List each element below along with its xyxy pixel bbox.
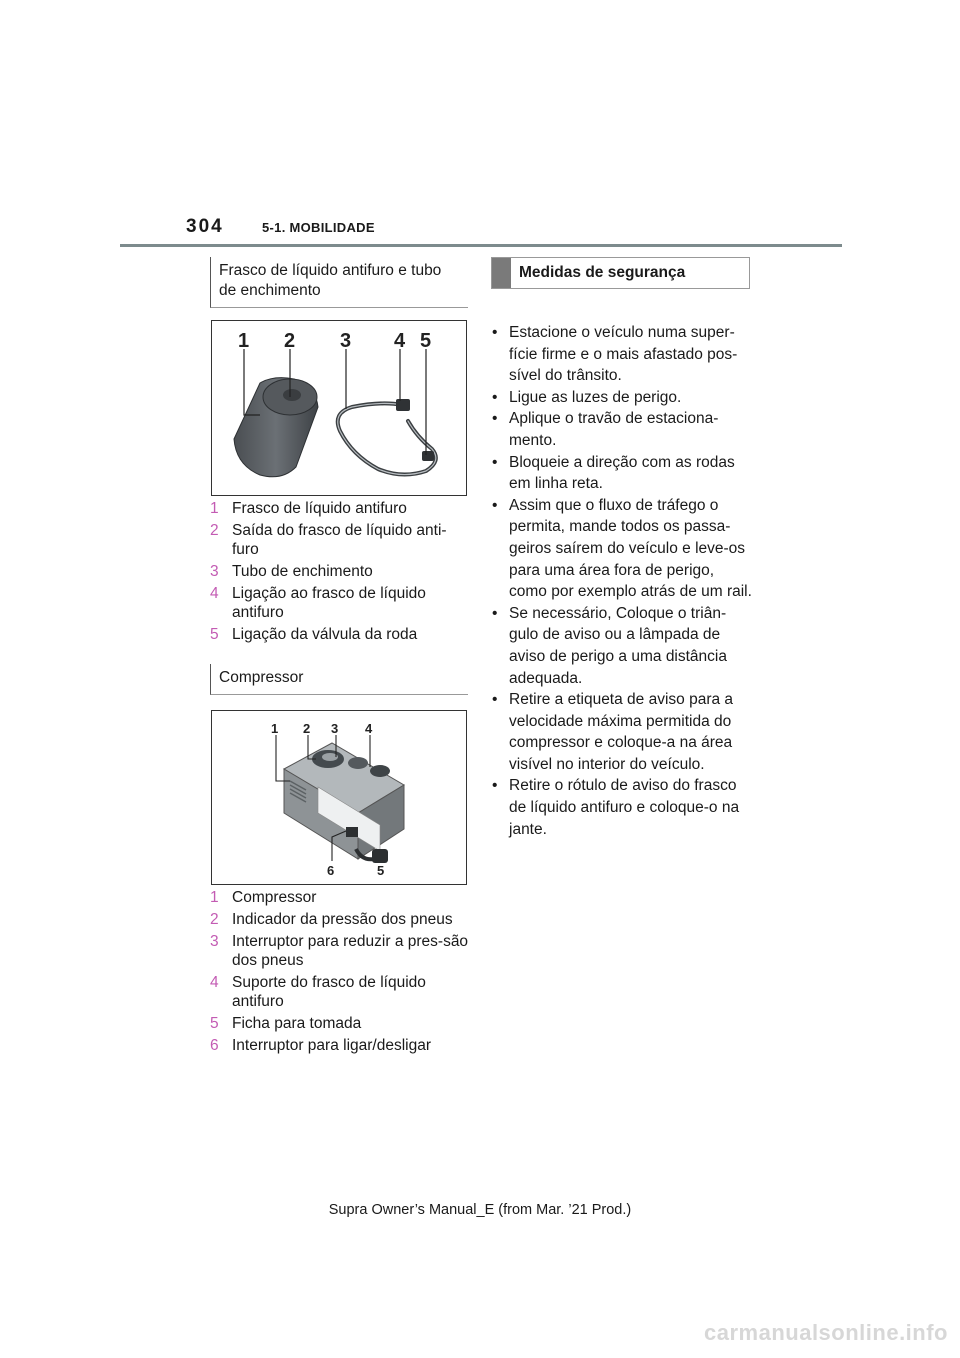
figure2-callout-6: 6 [327, 863, 335, 878]
list-item: • Aplique o travão de estaciona-mento. [491, 408, 755, 451]
list-item [210, 1036, 472, 1055]
figure1-callout-5: 5 [420, 330, 432, 352]
sealant-bottle-illustration [212, 321, 466, 495]
figure2-callout-1: 1 [271, 721, 279, 736]
safety-heading [491, 257, 750, 289]
compressor-heading [210, 664, 468, 695]
legend-number: 4 [210, 585, 219, 602]
legend-number: 5 [210, 1015, 219, 1032]
legend-text: Ligação da válvula da roda [232, 626, 418, 643]
list-item [210, 932, 472, 970]
legend-number: 3 [210, 563, 219, 580]
list-item: • Retire o rótulo de aviso do frasco de líquido antifuro e coloque-o na jante. [491, 775, 755, 840]
legend-number: 5 [210, 626, 219, 643]
watermark: carmanualsonline.info [704, 1320, 948, 1345]
figure1-callout-2: 2 [284, 330, 296, 352]
valve-connector-shape [422, 451, 434, 461]
compressor-figure [211, 710, 467, 885]
list-item [210, 499, 472, 518]
list-item [210, 1014, 472, 1033]
safety-heading-text: Medidas de segurança [519, 264, 686, 281]
page-number: 304 [186, 216, 224, 237]
legend-number: 1 [210, 889, 219, 906]
legend-text: Interruptor para ligar/desligar [232, 1037, 432, 1054]
compressor-heading-text: Compressor [219, 669, 304, 686]
list-item: • Bloqueie a direção com as rodas em linha reta. [491, 452, 755, 495]
figure2-callout-5: 5 [377, 863, 385, 878]
bottle-connector-shape [396, 399, 410, 411]
list-item: • Ligue as luzes de perigo. [491, 387, 755, 409]
legend-text: Ficha para tomada [232, 1015, 362, 1032]
filling-hose-shape [338, 403, 436, 474]
legend-text: Tubo de enchimento [232, 563, 373, 580]
list-item [210, 625, 472, 644]
compressor-illustration [212, 711, 466, 884]
header-divider [120, 244, 842, 247]
list-item: • Assim que o fluxo de tráfego o permita, mande todos os passa-geiros saírem do veículo e leve-os para uma área fora de perigo, como por exemplo atrás de um rail. [491, 495, 755, 603]
kit-heading-text: Frasco de líquido antifuro e tubo de enchimento [219, 262, 442, 299]
sealant-bottle-shape [234, 378, 318, 477]
section-title: 5-1. MOBILIDADE [262, 220, 375, 235]
footer-text: Supra Owner’s Manual_E (from Mar. ’21 Prod.) [328, 1202, 632, 1218]
list-item: • Se necessário, Coloque o triân-gulo de aviso ou a lâmpada de aviso de perigo a uma distância adequada. [491, 603, 755, 689]
figure1-callout-3: 3 [340, 330, 352, 352]
legend-text: Frasco de líquido antifuro [232, 500, 407, 517]
heading-marker [492, 258, 511, 288]
safety-bullet-list [491, 322, 755, 840]
legend-text: Suporte do frasco de líquido antifuro [232, 974, 426, 1010]
legend-text: Ligação ao frasco de líquido antifuro [232, 585, 426, 621]
figure1-callout-4: 4 [394, 330, 406, 352]
legend-text: Interruptor para reduzir a pres-são dos pneus [232, 933, 469, 969]
list-item [210, 973, 472, 1011]
sealant-bottle-figure [211, 320, 467, 496]
list-item [210, 910, 472, 929]
figure2-callout-2: 2 [303, 721, 311, 736]
legend-number: 1 [210, 500, 219, 517]
legend-text: Saída do frasco de líquido anti-furo [232, 522, 447, 558]
compressor-shape [284, 743, 404, 863]
list-item [210, 888, 472, 907]
legend-number: 3 [210, 933, 219, 950]
legend-text: Compressor [232, 889, 317, 906]
figure1-callout-1: 1 [238, 330, 250, 352]
list-item [210, 562, 472, 581]
kit-heading [210, 257, 468, 308]
kit-legend [210, 499, 472, 647]
compressor-legend [210, 888, 472, 1058]
figure2-callout-3: 3 [331, 721, 339, 736]
legend-number: 2 [210, 911, 219, 928]
legend-text: Indicador da pressão dos pneus [232, 911, 453, 928]
list-item: • Estacione o veículo numa super-fície firme e o mais afastado pos-sível do trânsito. [491, 322, 755, 387]
legend-number: 6 [210, 1037, 219, 1054]
list-item: • Retire a etiqueta de aviso para a velocidade máxima permitida do compressor e coloque-a na área visível no interior do veículo. [491, 689, 755, 775]
list-item [210, 521, 472, 559]
figure2-callout-4: 4 [365, 721, 373, 736]
legend-number: 2 [210, 522, 219, 539]
list-item [210, 584, 472, 622]
legend-number: 4 [210, 974, 219, 991]
